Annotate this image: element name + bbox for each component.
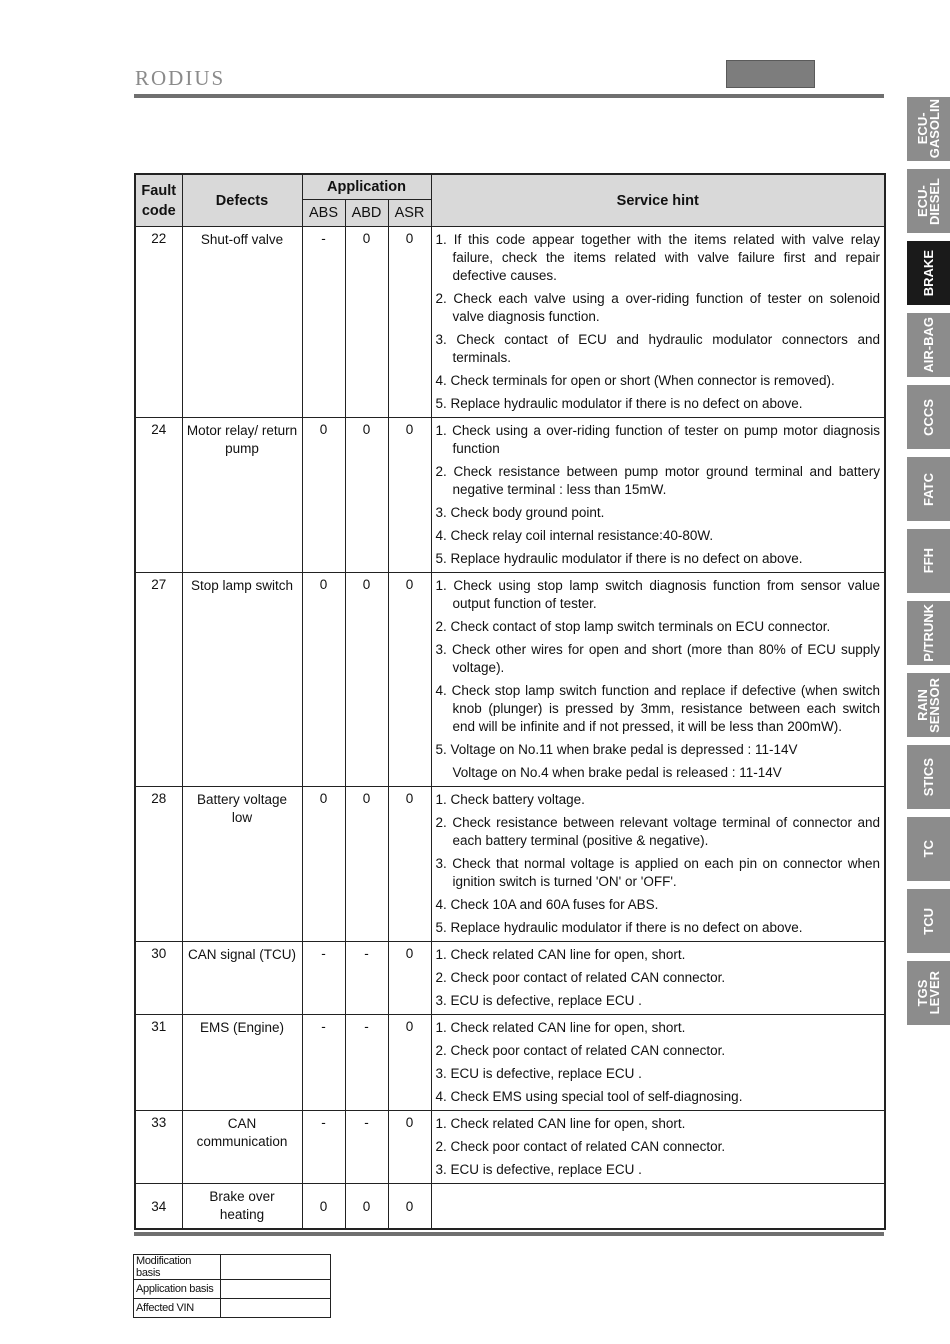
side-tab-label: CCCS (920, 398, 936, 436)
defect-cell: Brake over heating (182, 1184, 302, 1230)
side-tab-label: RAIN SENSOR (914, 677, 942, 733)
service-hint-cell (431, 787, 885, 942)
table-row (135, 942, 885, 1015)
side-tab-label: P/TRUNK (920, 604, 936, 662)
side-tab-label: TC (920, 840, 936, 858)
fault-code-cell: 24 (135, 418, 182, 573)
header-fault-code: Fault code (135, 174, 182, 227)
header-application: Application (302, 174, 431, 200)
affected-vin-value (221, 1299, 331, 1318)
defect-cell: CAN communication (182, 1111, 302, 1184)
service-hint-item: 1. If this code appear together with the items related with valve relay failure, check the items related with valve failure first and repair defective causes. (435, 232, 881, 283)
header-abd: ABD (345, 200, 388, 227)
service-hint-cell (431, 1111, 885, 1184)
service-hint-cell (431, 942, 885, 1015)
defect-cell: Motor relay/ return pump (182, 418, 302, 573)
abd-cell: - (345, 942, 388, 1015)
service-hint-item: 2. Check each valve using a over-riding function of tester on solenoid valve diagnosis function. (435, 291, 881, 324)
asr-cell: 0 (388, 1015, 431, 1111)
service-hint-item: 1. Check using stop lamp switch diagnosis function from sensor value output function of tester. (435, 578, 881, 611)
abd-cell: 0 (345, 418, 388, 573)
fault-code-cell: 34 (135, 1184, 182, 1230)
abs-cell: - (302, 1111, 345, 1184)
service-hint-item: 2. Check poor contact of related CAN connector. (435, 1139, 726, 1154)
abd-cell: - (345, 1015, 388, 1111)
application-basis-value (221, 1280, 331, 1299)
side-tab-brake[interactable] (907, 241, 950, 305)
header-gray-box (726, 60, 815, 88)
side-tab-air-bag[interactable] (907, 313, 950, 377)
revision-table (133, 1254, 331, 1318)
asr-cell: 0 (388, 942, 431, 1015)
table-row (135, 787, 885, 942)
header-defects: Defects (182, 174, 302, 227)
header-service-hint: Service hint (431, 174, 885, 227)
table-row (135, 227, 885, 418)
table-row (135, 573, 885, 787)
abd-cell: 0 (345, 1184, 388, 1230)
modification-basis-value (221, 1255, 331, 1280)
affected-vin-label: Affected VIN (134, 1299, 221, 1318)
abs-cell: 0 (302, 418, 345, 573)
service-hint-cell (431, 1184, 885, 1230)
header-rule (134, 94, 884, 98)
service-hint-item: 3. Check body ground point. (435, 505, 605, 520)
abd-cell: 0 (345, 787, 388, 942)
brand-logo: RODIUS (135, 66, 226, 90)
abs-cell: - (302, 227, 345, 418)
side-tab-rain-sensor[interactable] (907, 673, 950, 737)
fault-code-table (134, 173, 886, 1230)
abd-cell: 0 (345, 573, 388, 787)
service-hint-item: 1. Check battery voltage. (435, 792, 585, 807)
application-basis-label: Application basis (134, 1280, 221, 1299)
defect-cell: CAN signal (TCU) (182, 942, 302, 1015)
side-tab-label: AIR-BAG (920, 317, 936, 373)
table-row (135, 418, 885, 573)
footer-rule (134, 1232, 884, 1236)
header-abs: ABS (302, 200, 345, 227)
service-hint-item: 1. Check using a over-riding function of tester on pump motor diagnosis function (435, 423, 881, 456)
abs-cell: - (302, 1015, 345, 1111)
side-tab-fatc[interactable] (907, 457, 950, 521)
service-hint-item: 2. Check resistance between relevant voltage terminal of connector and each battery terminal (positive & negative). (435, 815, 881, 848)
side-tab-label: ECU- GASOLIN (914, 99, 942, 159)
fault-code-cell: 30 (135, 942, 182, 1015)
defect-cell: Stop lamp switch (182, 573, 302, 787)
abs-cell: 0 (302, 787, 345, 942)
side-tab-label: BRAKE (920, 249, 936, 297)
service-hint-item: 4. Check 10A and 60A fuses for ABS. (435, 897, 659, 912)
service-hint-item: 3. ECU is defective, replace ECU . (435, 1066, 642, 1081)
service-hint-item: Voltage on No.4 when brake pedal is released : 11-14V (452, 765, 782, 780)
service-hint-cell (431, 418, 885, 573)
service-hint-item: 5. Replace hydraulic modulator if there is no defect on above. (435, 396, 803, 411)
service-hint-item: 5. Replace hydraulic modulator if there is no defect on above. (435, 551, 803, 566)
service-hint-item: 3. Check contact of ECU and hydraulic modulator connectors and terminals. (435, 332, 881, 365)
table-row (135, 1111, 885, 1184)
side-tab-ffh[interactable] (907, 529, 950, 593)
side-tab-label: TCU (920, 907, 936, 935)
abs-cell: 0 (302, 573, 345, 787)
side-tab-cccs[interactable] (907, 385, 950, 449)
asr-cell: 0 (388, 1111, 431, 1184)
service-hint-item: 5. Voltage on No.11 when brake pedal is depressed : 11-14V (435, 742, 798, 757)
side-tab-tc[interactable] (907, 817, 950, 881)
defect-cell: EMS (Engine) (182, 1015, 302, 1111)
service-hint-item: 2. Check resistance between pump motor ground terminal and battery negative terminal : less than 15mW. (435, 464, 881, 497)
side-tab-stics[interactable] (907, 745, 950, 809)
fault-code-cell: 27 (135, 573, 182, 787)
side-tab-p-trunk[interactable] (907, 601, 950, 665)
fault-code-cell: 28 (135, 787, 182, 942)
fault-code-cell: 31 (135, 1015, 182, 1111)
service-hint-cell (431, 227, 885, 418)
service-hint-item: 4. Check terminals for open or short (When connector is removed). (435, 373, 835, 388)
service-hint-item: 1. Check related CAN line for open, short. (435, 1020, 686, 1035)
abd-cell: 0 (345, 227, 388, 418)
side-tab-label: STICS (920, 757, 936, 797)
table-row (135, 1015, 885, 1111)
fault-code-cell: 33 (135, 1111, 182, 1184)
service-hint-item: 2. Check contact of stop lamp switch terminals on ECU connector. (435, 619, 831, 634)
service-hint-item: 3. ECU is defective, replace ECU . (435, 993, 642, 1008)
side-tab-label: FFH (920, 548, 936, 574)
side-tab-label: ECU- DIESEL (914, 177, 942, 225)
side-tab-ecu-gasolin[interactable] (907, 97, 950, 161)
side-tab-ecu-diesel[interactable] (907, 169, 950, 233)
asr-cell: 0 (388, 418, 431, 573)
asr-cell: 0 (388, 787, 431, 942)
service-hint-item: 4. Check EMS using special tool of self-diagnosing. (435, 1089, 743, 1104)
abd-cell: - (345, 1111, 388, 1184)
service-hint-item: 4. Check relay coil internal resistance:40-80W. (435, 528, 714, 543)
abs-cell: 0 (302, 1184, 345, 1230)
defect-cell: Shut-off valve (182, 227, 302, 418)
table-row (135, 1184, 885, 1230)
asr-cell: 0 (388, 573, 431, 787)
abs-cell: - (302, 942, 345, 1015)
service-hint-item: 4. Check stop lamp switch function and replace if defective (when switch knob (plunger) is pressed by 3mm, resistance between each switch end will be infinite and if not pressed, it will be less than 200mW). (435, 683, 881, 734)
side-tab-tgs-lever[interactable] (907, 961, 950, 1025)
service-hint-cell (431, 573, 885, 787)
service-hint-item: 5. Replace hydraulic modulator if there is no defect on above. (435, 920, 803, 935)
defect-cell: Battery voltage low (182, 787, 302, 942)
fault-code-cell: 22 (135, 227, 182, 418)
asr-cell: 0 (388, 227, 431, 418)
service-hint-item: 3. Check that normal voltage is applied on each pin on connector when ignition switch is turned 'ON' or 'OFF'. (435, 856, 881, 889)
side-tab-label: TGS LEVER (914, 971, 942, 1015)
service-hint-item: 1. Check related CAN line for open, short. (435, 947, 686, 962)
service-hint-item: 3. Check other wires for open and short (more than 80% of ECU supply voltage). (435, 642, 881, 675)
service-hint-item: 1. Check related CAN line for open, short. (435, 1116, 686, 1131)
service-hint-item: 2. Check poor contact of related CAN connector. (435, 1043, 726, 1058)
modification-basis-label: Modification basis (134, 1255, 221, 1280)
asr-cell: 0 (388, 1184, 431, 1230)
service-hint-cell (431, 1015, 885, 1111)
service-hint-item: 2. Check poor contact of related CAN connector. (435, 970, 726, 985)
service-hint-item: 3. ECU is defective, replace ECU . (435, 1162, 642, 1177)
side-tab-tcu[interactable] (907, 889, 950, 953)
side-tab-label: FATC (920, 472, 936, 506)
header-asr: ASR (388, 200, 431, 227)
